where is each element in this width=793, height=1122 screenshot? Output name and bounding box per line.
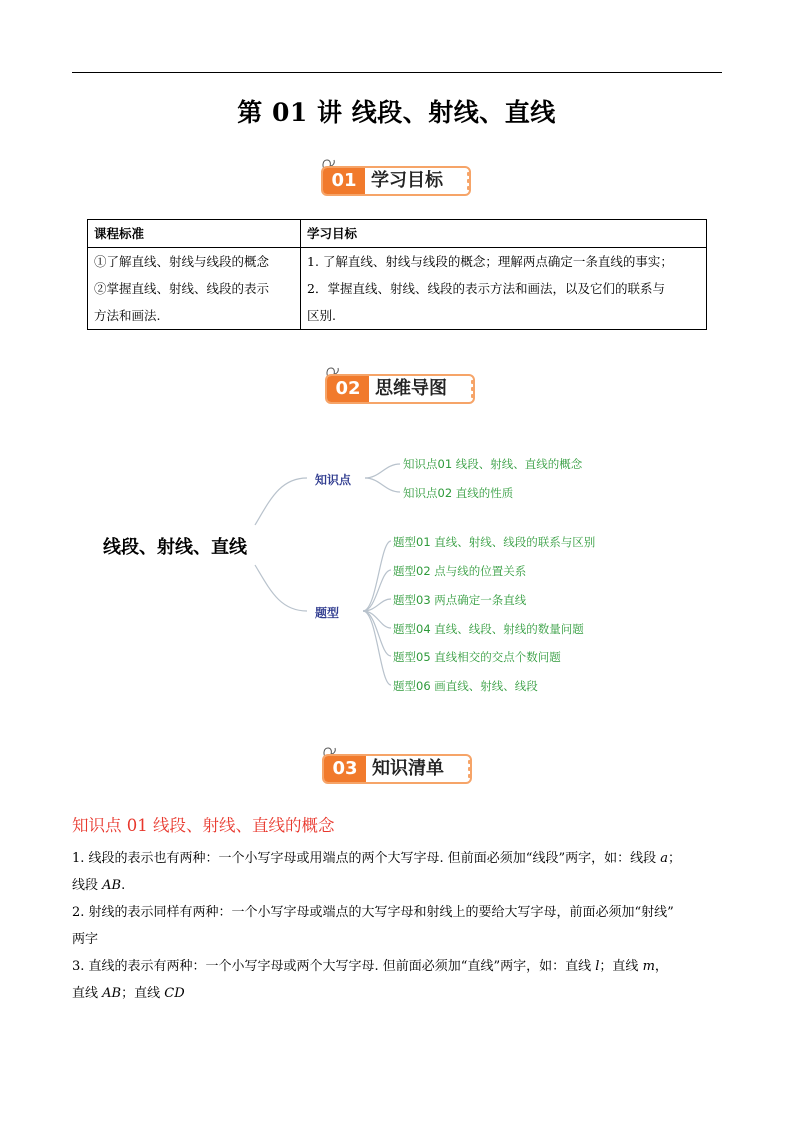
text: 2. 射线的表示同样有两种：一个小写字母或端点的大写字母和射线上的要给大写字母，前面必须加“射线”: [72, 905, 674, 920]
mind-map-leaf: 题型03 两点确定一条直线: [393, 593, 527, 607]
section-label: 知识清单: [372, 758, 444, 779]
text: ；直线: [121, 986, 161, 1001]
table-header-goals: 学习目标: [301, 220, 707, 248]
math-var: l: [595, 959, 600, 974]
section-number: 03: [324, 756, 366, 782]
text: 两字: [72, 932, 99, 947]
standard-line-2: ②掌握直线、射线、线段的表示: [94, 281, 270, 296]
mind-map-leaf: 题型04 直线、线段、射线的数量问题: [393, 622, 584, 636]
mind-map-leaf: 题型01 直线、射线、线段的联系与区别: [393, 535, 596, 549]
mind-map-branch-types: 题型: [315, 606, 340, 620]
section-number: 02: [327, 376, 369, 402]
table-header-standard: 课程标准: [88, 220, 301, 248]
mind-map-leaf: 题型05 直线相交的交点个数问题: [393, 650, 561, 664]
section-label: 学习目标: [371, 170, 443, 191]
mind-map: [95, 445, 655, 705]
section-badge-mindmap: [325, 365, 481, 405]
goal-line-3: 区别.: [307, 308, 336, 323]
text: ；直线: [599, 959, 639, 974]
mind-map-root: 线段、射线、直线: [103, 537, 247, 558]
knowledge-point-title: 知识点 01 线段、射线、直线的概念: [72, 816, 335, 835]
text: .: [121, 878, 126, 893]
math-var: CD: [164, 986, 185, 1001]
standard-line-3: 方法和画法.: [94, 308, 161, 323]
math-var: AB: [102, 878, 122, 893]
mind-map-leaf: 知识点01 线段、射线、直线的概念: [403, 457, 583, 471]
math-var: a: [660, 851, 668, 866]
table-cell-goals: [301, 248, 707, 330]
goal-line-1: 1. 了解直线、射线与线段的概念；理解两点确定一条直线的事实；: [307, 254, 673, 269]
paragraph-3: [72, 953, 724, 1007]
page-title: 第 01 讲 线段、射线、直线: [237, 98, 556, 127]
badge-tabs: [467, 172, 473, 190]
mind-map-leaf: 题型02 点与线的位置关系: [393, 564, 527, 578]
standard-line-1: ①了解直线、射线与线段的概念: [94, 254, 270, 269]
section-badge-goals: [321, 157, 477, 197]
text: ，: [654, 959, 668, 974]
mind-map-leaf: 知识点02 直线的性质: [403, 486, 514, 500]
table-cell-standard: [88, 248, 301, 330]
text: 3. 直线的表示有两种：一个小写字母或两个大写字母. 但前面必须加“直线”两字，如：直线: [72, 959, 592, 974]
section-badge-knowledge: [322, 745, 478, 785]
math-var: m: [642, 959, 655, 974]
mind-map-branch-knowledge: 知识点: [315, 473, 352, 487]
badge-tabs: [468, 760, 474, 778]
text: 直线: [72, 986, 99, 1001]
badge-tabs: [471, 380, 477, 398]
mind-map-leaf: 题型06 画直线、射线、线段: [393, 679, 538, 693]
paragraph-1: [72, 845, 724, 899]
text: ；: [668, 851, 682, 866]
paragraph-2: [72, 899, 724, 953]
math-var: AB: [102, 986, 122, 1001]
text: 线段: [72, 878, 99, 893]
goal-line-2: 2．掌握直线、射线、线段的表示方法和画法，以及它们的联系与: [307, 281, 665, 296]
text: 1. 线段的表示也有两种：一个小写字母或用端点的两个大写字母. 但前面必须加“线段”两字，如：线段: [72, 851, 657, 866]
section-number: 01: [323, 168, 365, 194]
header-rule: [72, 72, 722, 73]
section-label: 思维导图: [375, 378, 447, 399]
mind-map-connectors: [95, 445, 655, 705]
goals-table: [87, 219, 707, 330]
